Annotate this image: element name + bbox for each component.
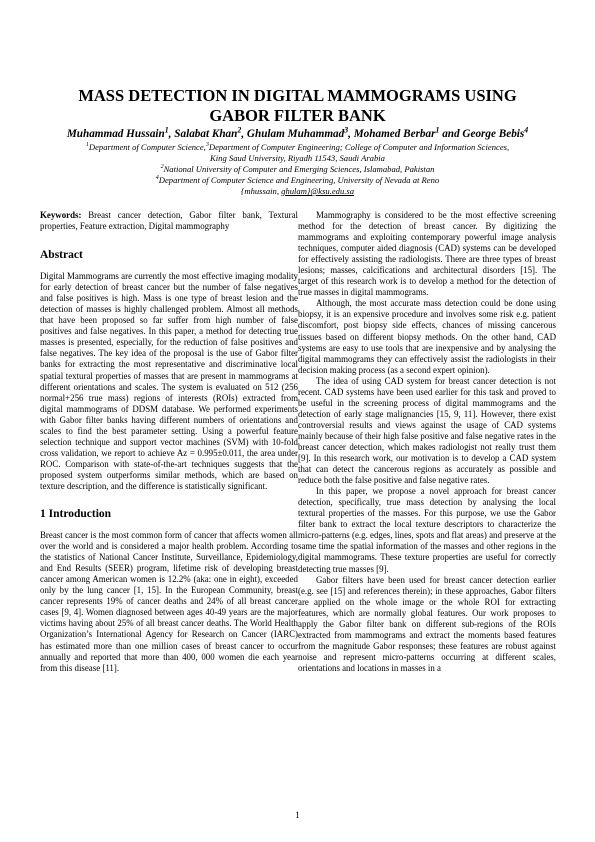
author-sep: , xyxy=(168,128,175,140)
affil-text: Department of Computer Science, xyxy=(88,142,206,152)
author-sup: 1 xyxy=(164,125,169,135)
title-line-2: GABOR FILTER BANK xyxy=(209,106,386,125)
author-name: Ghulam Muhammad xyxy=(246,128,345,140)
email-link[interactable]: ghulam}@ksu.edu.sa xyxy=(281,186,355,196)
affil-sup: 1 xyxy=(85,142,89,149)
affiliation-line xyxy=(30,142,565,153)
author-list xyxy=(30,127,565,141)
author-and: and xyxy=(439,128,463,140)
intro-paragraph: Breast cancer is the most common form of cancer that affects women all over the world and is considered a major health problem. According to the statistics of National Cancer Institute, Surveillance, Epidemiology, and End Results (SEER) program, lifetime risk of developing breast cancer among American women is 12.2% (aka: one in eight), exceeded only by the lung cancer [1, 15]. In the European Community, breast cancer represents 19% of cancer deaths and 24% of all breast cancer cases [9, 4]. Women diagnosed between ages 40-49 years are the major victims having about 25% of all breast cancer deaths. The World Health Organization’s International Agency for Research on Cancer (IARC) has estimated more than one million cases of breast cancer to occur annually and reported that more than 400, 000 women die each year from this disease [11]. xyxy=(40,530,298,673)
paper-title xyxy=(40,86,555,126)
body-paragraph: The idea of using CAD system for breast cancer detection is not recent. CAD systems have been used earlier for this task and proved to be useful in the screening process of digital mammograms and the detection of early stage malignancies [15, 9, 11]. However, there exist controversial results and views against the usage of CAD systems mainly because of their high false positive and false negative rates in the breast cancer detection, which makes radiologist not really trust them [9]. In this research work, our motivation is to develop a CAD system that can detect the cancerous regions as accurately as possible and reduce both the false positive and false negative rates. xyxy=(298,375,556,486)
affiliation-line: King Saud University, Riyadh 11543, Saudi Arabia xyxy=(210,153,385,163)
body-paragraph: Mammography is considered to be the most effective screening method for the detection of breast cancer. By digitizing the mammograms and exploiting contemporary powerful image analysis techniques, computer aided diagnosis (CAD) systems can be developed for effectively assisting the radiologists. There are three types of breast lesions; masses, calcifications and architectural disorders [15]. The target of this research work is to develop a method for the detection of true masses in digital mammograms. xyxy=(298,210,556,298)
affil-sup: 2 xyxy=(160,164,164,171)
keywords-label: Keywords: xyxy=(40,210,82,220)
affiliation-line xyxy=(30,175,565,186)
email-prefix: {mhussain, xyxy=(240,186,282,196)
affil-sup: 4 xyxy=(155,175,159,182)
right-column xyxy=(298,210,556,674)
affil-text: Department of Computer Engineering; College of Computer and Information Sciences, xyxy=(208,142,510,152)
body-paragraph: In this paper, we propose a novel approach for breast cancer detection, specifically, true mass detection by analysing the local textural properties of the masses. For this purpose, we use the Gabor filter bank to extract the local texture descriptors to characterize the micro-patterns (e.g. edges, lines, spots and flat areas) and preserve at the same time the spatial information of the masses and other regions in the digital mammograms. These texture properties are useful for correctly detecting true masses [9]. xyxy=(298,486,556,574)
title-line-1: MASS DETECTION IN DIGITAL MAMMOGRAMS USING xyxy=(78,86,517,105)
keywords xyxy=(40,210,298,232)
abstract-heading: Abstract xyxy=(40,249,83,262)
author-name: Mohamed Berbar xyxy=(353,128,436,140)
abstract-text: Digital Mammograms are currently the most effective imaging modality for early detection of breast cancer but the number of false negatives and false positives is high. Mass is one type of breast lesion and the detection of masses is highly challenged problem. Almost all methods that have been proposed so far suffer from high number of false positives and false negatives. In this paper, a method for detecting true masses is presented, especially, for the reduction of false positives and false negatives. The key idea of the proposal is the use of Gabor filter banks for extracting the most representative and discriminative local spatial textural properties of masses that are present in mammograms at different orientations and scales. The system is evaluated on 512 (256 normal+256 true mass) regions of interests (ROIs) extracted from digital mammograms of DDSM database. We performed experiments with Gabor filter banks having different numbers of orientations and scales to find the best parameter setting. Using a powerful feature selection technique and support vector machines (SVM) with 10-fold cross validation, we report to achieve Az = 0.995±0.011, the area under ROC. Comparison with state-of-the-art techniques suggests that the proposed system outperforms similar methods, which are based on texture description, and the difference is statistically significant. xyxy=(40,271,298,491)
author-name: George Bebis xyxy=(462,128,525,140)
affiliations xyxy=(30,142,565,197)
affil-text: Department of Computer Science and Engineering, University of Nevada at Reno xyxy=(158,175,440,185)
page-number: 1 xyxy=(295,810,300,820)
author-email xyxy=(30,186,565,197)
author-sup: 2 xyxy=(237,125,242,135)
author-sup: 4 xyxy=(524,125,529,135)
author-name: Salabat Khan xyxy=(174,128,238,140)
body-paragraph: Although, the most accurate mass detection could be done using biopsy, it is an expensive procedure and involves some risk e.g. patient discomfort, post biopsy side effects, chances of missing cancerous tissues based on different biopsy methods. On the other hand, CAD systems are easy to use tools that are inexpensive and by analysing the digital mammograms they can effectively assist the radiologists in their decision making process (as a second expert opinion). xyxy=(298,298,556,375)
keywords-text: Breast cancer detection, Gabor filter bank, Textural properties, Feature extraction, Digital mammography xyxy=(40,210,298,232)
author-sep: , xyxy=(348,128,354,140)
affil-text: National University of Computer and Emerging Sciences, Islamabad, Pakistan xyxy=(163,164,435,174)
left-column xyxy=(40,210,298,674)
author-sup: 3 xyxy=(344,125,349,135)
affiliation-line xyxy=(30,164,565,175)
body-paragraph: Gabor filters have been used for breast cancer detection earlier (e.g. see [15] and references therein); in these approaches, Gabor filters are applied on the whole image or the whole ROI for extracting features, which are normally global features. Our work proposes to apply the Gabor filter bank on different sub-regions of the ROIs extracted from mammograms and extract the moments based features from the magnitude Gabor responses; these features are robust against noise and represent micro-patterns occurring at different scales, orientations and locations in masses in a xyxy=(298,574,556,673)
affil-sup: 3 xyxy=(205,142,209,149)
introduction-heading: 1 Introduction xyxy=(40,508,112,521)
author-name: Muhammad Hussain xyxy=(66,128,165,140)
author-sep: , xyxy=(241,128,247,140)
author-sup: 1 xyxy=(435,125,440,135)
